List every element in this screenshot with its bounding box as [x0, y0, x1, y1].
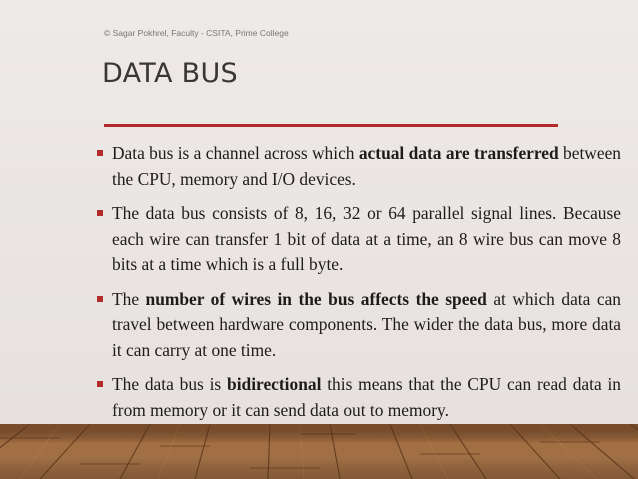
bullet-item [97, 141, 621, 192]
bullet-text-normal: between the CPU, memory and I/O devices. [112, 143, 621, 189]
bullet-item [97, 201, 621, 278]
bullet-text-normal: The data bus consists of 8, 16, 32 or 64 parallel signal lines. Because each wire can transfer 1 bit of data at a time, an 8 wire bus can move 8 bits at a time which is a full byte. [112, 203, 621, 274]
bullet-text-normal: at which data can travel between hardware components. The wider the data bus, more data it can carry at one time. [112, 288, 621, 360]
square-bullet-icon [97, 296, 103, 302]
bullet-item [97, 372, 621, 423]
square-bullet-icon [97, 381, 103, 387]
bullet-text-normal: The data bus is [112, 374, 228, 394]
bullet-text-bold: bidirectional [227, 374, 322, 394]
bullet-text-bold: number of wires in the bus affects the speed [145, 288, 487, 309]
bullet-item [97, 287, 621, 364]
title-underline-rule [104, 124, 558, 127]
square-bullet-icon [97, 150, 103, 156]
wooden-floor-decoration [0, 424, 638, 479]
bullet-list [97, 141, 621, 432]
bullet-text-normal: this means that the CPU can read data in from memory or it can send data out to memory. [112, 374, 621, 420]
bullet-text-normal: Data bus is a channel across which [112, 143, 359, 163]
slide-title: DATA BUS [102, 58, 238, 89]
bullet-text-bold: actual data are transferred [358, 143, 559, 163]
bullet-text-normal: The [112, 288, 146, 309]
copyright-credit: © Sagar Pokhrel, Faculty - CSITA, Prime College [104, 28, 289, 38]
square-bullet-icon [97, 210, 103, 216]
wood-planks-graphic [0, 424, 638, 479]
